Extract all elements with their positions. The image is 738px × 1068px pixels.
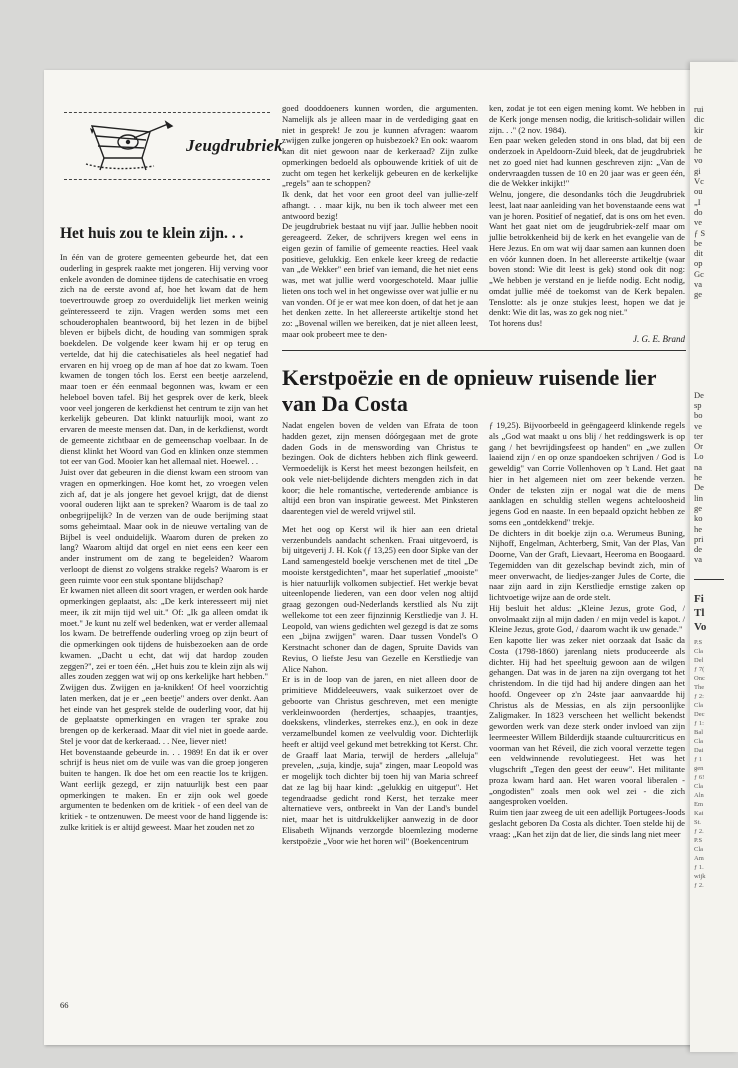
adjacent-page-fragments-bottom [690, 634, 738, 890]
author-signature: J. G. E. Brand [633, 334, 685, 344]
logo-title: Jeugdrubriek [186, 136, 283, 155]
adjacent-page-fragment: vo [694, 155, 703, 166]
adjacent-page-fragment: kir [694, 124, 704, 135]
adjacent-page-edge [690, 62, 738, 1052]
paragraph: Een kapotte lier was zeker niet oorzaak dat Isaäc da Costa (1798-1860) jarenlang niets produceerde als dichter. Hij had het speeltuig gewoon aan de wilgen gehangen. Dat was in de jaren na zijn overgang tot het christendom. In die tijd had hij andere dingen aan het hoofd. Ongeveer op z'n 24ste jaar aanvaardde hij Christus als de Messias, en als zijn persoonlijke Zaligmaker. In 1823 verscheen het wellicht bekendst geworden werk van deze sterk onder invloed van zijn leermeester Willem Bilderdijk staande cultuurcriticus en voorman van het Réveil, die zich vooral verzette tegen een veldwinnende revolutiegeest. Het was het vlugschrift „Tegen den geest der eeuw". Het militante proza kwam hard aan. Het waren vooral liberalen - „ongodisten" zoals men ook wel zei - die zich aangesproken voelden. [489, 635, 685, 807]
adjacent-page-fragment: Lo [694, 451, 704, 462]
adjacent-page-fragment: de [694, 134, 703, 145]
adjacent-page-fragment: ter [694, 430, 703, 441]
paragraph: Ruim tien jaar zweeg de uit een adellijk Portugees-Joods geslacht geboren Da Costa als dichter. Toen stelde hij de vraag: „Kan het zijn dat de lier, die sinds lang niet meer [489, 807, 685, 839]
adjacent-page-fragment: ge [694, 289, 703, 300]
adjacent-page-fragment: na [694, 461, 703, 472]
adjacent-page-fragment: ƒ 7( [694, 665, 705, 673]
adjacent-page-fragment: rui [694, 104, 704, 114]
adjacent-page-fragment: he [694, 523, 703, 534]
adjacent-page-fragment: Vc [694, 176, 704, 187]
adjacent-page-fragment: ƒ 2. [694, 827, 704, 835]
article1-column-3 [489, 103, 685, 333]
paragraph: Er is in de loop van de jaren, en niet alleen door de primitieve Middeleeuwers, vaak suikerzoet over de geboorte van Christus geschreven, met een menigte verkleinwoorden (herdertjes, schaapjes, traantjes, doekskens, vlinderkes, sterrekes enz.), en ook in deze verzamelbundel komen ze veelvuldig voor. Dichterlijk heeft er altijd veel gekund met betrekking tot Kerst. Chr. de Graaff laat Maria, terwijl de herders „alleluja" prevelen, „suja, kindje, suja" zingen, maar Leopold was er mogelijk toch dichter bij toen hij van Maria schreef dat ze lag bij haar kind: „gelukkig en uitgeput". Het tegendraadse gedicht rond Kerst, het terzake meer alternatieve vers, ontbreekt in Van der Land's bundel niet, maar het is uitdrukkelijker aanwezig in de door Elisabeth Wijnands verzorgde bloemlezing moderne kerstpoëzie „Voor wie het horen wil" (Boekencentrum [282, 674, 478, 846]
adjacent-page-fragment: wijk [694, 872, 706, 880]
paragraph: Nadat engelen boven de velden van Efrata de toon hadden gezet, zijn mensen dóórgegaan met de grote daden Gods in de menswording van Christus te bezingen. Ook de dichters hebben zich flink geweerd. Vermoedelijk is Kerst het meest bezongen heilsfeit, en ook vele niet-belijdende dichters mengden zich in dat koor; die hele romantische, vertederende ambiance is altijd een bron van inspiratie geweest. Met Pinksteren daarentegen viel de wereld vrijwel stil. [282, 420, 478, 516]
adjacent-page-fragment: Del [694, 656, 704, 664]
article1-column-2 [282, 103, 478, 339]
page-number: 66 [60, 1000, 69, 1010]
paragraph: Juist over dat gebeuren in die dienst kwam een stroom van vragen en opmerkingen. Hoe komt het, zo vroegen velen zich af, dat je als jongere het gevoel krijgt, dat de dienst vooral ouderen lijkt aan te spreken? Waarom is de taal zo onbegrijpelijk? In de verzen van de oude berijming staat soms geheimtaal. Maar ook in de nieuwe vertaling van de Bijbel is veel onduidelijk. Waarom duren de preken zo lang? Waarom altijd dat orgel en niet eens een keer een ander instrument om de zang te begeleiden? Waarom verloopt de dienst zo volgens strakke regels? Waarom is er geen ruimte voor een stuk spontane blijdschap? [60, 467, 268, 585]
adjacent-page-fragment: Cla [694, 737, 704, 745]
paragraph: De jeugdrubriek bestaat nu vijf jaar. Jullie hebben nooit gereageerd. Zeker, de schrijvers kregen wel eens in eigen gezin of familie of gemeente reacties. Heel vaak positieve, gelukkig. Een enkele keer kreeg de redactie van „de Wekker" een brief van iemand, die het niet eens was, met wat jullie werd voorgeschoteld. Maar jullie lieten ons toch wel in het ongewisse over wat jullie er nu van vonden. Of je er wat mee kon doen, of dat het je aan het denken zette. In het allereerste artikeltje stond het zo: „Bovenal willen we bereiken, dat je niet alleen leest, maar ook probeert mee te den- [282, 221, 478, 339]
adjacent-page-fragment: Dec [694, 710, 705, 718]
article2-column-1 [282, 420, 478, 1000]
paragraph: Hij besluit het aldus: „Kleine Jezus, grote God, / onvolmaakt zijn al mijn daden / en mijn vedel is kapot. / Kleine Jezus, grote God, / daarom wacht ik uw genade." [489, 602, 685, 635]
adjacent-page-fragments-top [690, 62, 738, 300]
adjacent-page-fragment: dit [694, 248, 703, 259]
adjacent-page-fragment: „I [694, 196, 701, 207]
adjacent-page-fragment: pri [694, 533, 704, 544]
adjacent-page-fragment: lin [694, 492, 703, 503]
paragraph: ƒ 19,25). Bijvoorbeeld in geëngageerd klinkende regels als „God wat maakt u ons blij / het reddingswerk is op gang / het bevrijdingsfeest op handen" en „we zullen laaiend zijn / en op onze spandoeken schrijven / God is geweldig" van Corrie Vollenhoven op 't Land. Het gaat hier in het algemeen niet om zeer bekende verzen. Onder de teksten zijn er nogal wat die de mens aanklagen en schuldig stellen wegens achteloosheid jegens God en naaste. In een bepaald opzicht hebben ze soms een „ontdekkend" trekje. [489, 420, 685, 527]
adjacent-page-fragment: Or [694, 441, 703, 452]
adjacent-page-heading [690, 586, 738, 634]
adjacent-page-fragment: gen [694, 764, 704, 772]
adjacent-page-fragment: sp [694, 399, 702, 410]
adjacent-page-fragment: Vo [694, 620, 707, 633]
adjacent-page-fragment: Fi [694, 592, 704, 605]
paragraph: In één van de grotere gemeenten gebeurde het, dat een ouderling in gesprek raakte met jongeren. Hij verving voor enkele avonden de dominee tijdens de catechisatie en vroeg zich na de eerste avond af, hoe het kwam dat de hem toevertrouwde groep zo overduidelijk liet merken weinig geïnteresseerd te zijn. Vragen werden soms met een schouderophalen beantwoord, bij het lezen in de bijbel bleven er bijbels dicht, de houding van sommigen sprak boekdelen. De volgende keer kwam hij er op terug en vertelde, dat hij die catechisatieles als heel negatief had ervaren en hij vroeg op de man af hoe dat zo kwam. Toen kwamen de tongen tóch los. Eerst een beetje aarzelend, maar toen er één eenmaal begonnen was, kwam er een heleboel boven tafel. Bij het gesprek over de kerk, bleek voor veel jongeren de kerkdienst het centrum te zijn van het kerkelijk gebeuren. Dat klinkt natuurlijk mooi, want zo ervaren de meeste mensen dat. Dan, in de kerkdienst, wordt de gemeente zichtbaar en de gemeenschap voelbaar. In de dienst klinkt het Woord van God en klinken onze stemmen tot eer van God. Mooier kan het allemaal niet. Hoewel. . . [60, 252, 268, 467]
adjacent-page-fragment: De [694, 389, 704, 400]
adjacent-page-fragment: de [694, 544, 703, 555]
paragraph: Ik denk, dat het voor een groot deel van jullie-zelf afhangt. . . maar kijk, nu ben ik toch alweer met een antwoord bezig! [282, 189, 478, 221]
adjacent-page-fragment: ƒ 1 [694, 755, 703, 763]
adjacent-page-fragment: dic [694, 114, 705, 125]
adjacent-page-fragment: Em [694, 800, 704, 808]
chair-and-guitar-icon [84, 118, 174, 174]
paragraph: Welnu, jongere, die desondanks tóch die Jeugdrubriek leest, laat naar aanleiding van het bovenstaande eens wat van je horen. Positief of negatief, dat is ons om het even. Want het gaat niet om de jeugdrubriek-zelf maar om jullie betrokkenheid bij de kerk en het evangelie van de Here Jezus. En om wat wij daar samen aan kunnen doen en vóór kunnen doen. In het allereerste artikeltje (waar boven stond: Wie dit leest is gek) stond ook dit nog: „We hebben je verstand en je liefde nodig. Echt nodig, omdat jullie méé de toekomst van de Kerk bepalen. Tenslotte: als je onze stukjes leest, hopen we dat je denkt: Wie dit las, was zo gek nog niet." [489, 189, 685, 318]
adjacent-page-fragment: ƒ 2: [694, 692, 704, 700]
paragraph: Met het oog op Kerst wil ik hier aan een drietal verzenbundels aandacht schenken. Fraai uitgevoerd, is bij uitgeverij J. H. Kok (ƒ 13,25) een door Sipke van der Land samengesteld boekje verschenen met de titel „De mooiste kerstgedichten", maar het superlatief „mooiste" is hier natuurlijk volkomen subjectief. Het werkje bevat uiteenlopende liederen, van een door velen nog altijd graag gezongen oud-Nederlands kerstlied als Nu zijt wellekome tot een zeer fijnzinnig Kerstliedje van J. H. Leopold, van wiens gedichten wel gezegd is dat ze soms een „bijna zwijgen" waren. Daar tussen Vondel's O Kerstnacht schoner dan de dagen, Spruite Davids van Revius, O liefste Jesu van Gezelle en Kerstliedje van Alice Nahon. [282, 523, 478, 674]
adjacent-page-fragment: ko [694, 513, 703, 524]
adjacent-page-fragment: Cla [694, 845, 704, 853]
adjacent-page-fragment: Onc [694, 674, 705, 682]
adjacent-page-fragment: ve [694, 420, 703, 431]
adjacent-page-fragment: do [694, 206, 703, 217]
jeugdrubriek-logo [64, 112, 283, 180]
adjacent-page-fragment: ƒ S [694, 227, 706, 238]
adjacent-page-fragment: P.S [694, 638, 703, 646]
adjacent-page-rule [694, 579, 724, 580]
adjacent-page-fragment: ƒ 6! [694, 773, 705, 781]
paragraph: ken, zodat je tot een eigen mening komt. We hebben in de Kerk jonge mensen nodig, die kritisch-solidair willen zijn. . ." (2 nov. 1984). [489, 103, 685, 135]
adjacent-page-fragment: Cla [694, 782, 704, 790]
adjacent-page-fragment: Bal [694, 728, 704, 736]
adjacent-page-fragment: va [694, 279, 703, 290]
adjacent-page-fragment: Cla [694, 701, 704, 709]
adjacent-page-fragment: St. [694, 818, 702, 826]
adjacent-page-fragment: he [694, 145, 703, 156]
paragraph: Het bovenstaande gebeurde in. . . 1989! En dat ik er over schrijf is heus niet om de vuile was van die groep jongeren buiten te hangen. Ik doe het om een reactie los te krijgen. Want eerlijk gezegd, er zijn natuurlijk best een paar opmerkingen te maken. En er zijn ook wel goede argumenten te bedenken om de kritiek - of een deel van de kritiek - te ontzenuwen. De meest voor de hand liggende is: zulke kritiek is er altijd geweest. Maar het zouden net zo [60, 746, 268, 832]
adjacent-page-fragment: ge [694, 502, 703, 513]
adjacent-page-fragment: Cla [694, 647, 704, 655]
adjacent-page-fragment: ƒ 2. [694, 881, 704, 889]
adjacent-page-fragment: ƒ 1: [694, 719, 704, 727]
adjacent-page-fragment: De [694, 482, 704, 493]
paragraph: Tot horens dus! [489, 318, 543, 328]
adjacent-page-fragment: P.S [694, 836, 703, 844]
adjacent-page-fragment: va [694, 554, 703, 565]
adjacent-page-fragments-middle [690, 300, 738, 565]
logo-bottom-border [64, 179, 270, 180]
article1-title: Het huis zou te klein zijn. . . [60, 225, 244, 242]
adjacent-page-fragment: ou [694, 186, 703, 197]
adjacent-page-fragment: ve [694, 217, 703, 228]
adjacent-page-fragment: Tl [694, 606, 705, 619]
paragraph: goed dooddoeners kunnen worden, die argumenten. Namelijk als je alleen maar in de verdediging gaat en niet in gesprek! Je zou je kunnen afvragen: waarom zwijgen zulke jongeren op huisbezoek? En ook: waarom kan dit niet gewoon naar de kerkeraad? Zijn zulke opmerkingen bedoeld als opbouwende kritiek of uit de zucht om tegen het kerkelijk gebeuren en de kerkelijke „regels" aan te schoppen? [282, 103, 478, 189]
adjacent-page-fragment: op [694, 258, 703, 269]
adjacent-page-fragment: Dai [694, 746, 704, 754]
paragraph: De dichters in dit boekje zijn o.a. Werumeus Buning, Nijhoff, Engelman, Achterberg, Smit, Van der Plas, Van Doorne, Van der Graft, Lievaart, Heeroma en Boogaard. Tegemidden van dit gezelschap bevindt zich, min of meer onverwacht, de liedjes-zanger Jules de Corte, die naar zijn aard in zijn Kerstliedje ernstige zaken op lichtvoetige wijze aan de orde stelt. [489, 527, 685, 602]
adjacent-page-fragment: Kai [694, 809, 704, 817]
logo-top-border [64, 112, 270, 113]
adjacent-page-fragment: bo [694, 410, 703, 421]
section-divider [282, 350, 686, 351]
adjacent-page-fragment: he [694, 472, 703, 483]
paragraph: Een paar weken geleden stond in ons blad, dat bij een onderzoek in Apeldoorn-Zuid bleek, dat de jeugdrubriek net zo goed niet had kunnen geschreven zijn: „Van de ondervraagden tussen de 10 en 20 jaar was er geen één, die de Wekker inkijkt!" [489, 135, 685, 189]
adjacent-page-fragment: Am [694, 854, 704, 862]
adjacent-page-fragment: Aln [694, 791, 704, 799]
adjacent-page-fragment: Gc [694, 268, 704, 279]
adjacent-page-fragment: ƒ 1. [694, 863, 704, 871]
article2-title: Kerstpoëzie en de opnieuw ruisende lier van Da Costa [282, 365, 657, 416]
paragraph: Er kwamen niet alleen dit soort vragen, er werden ook harde opmerkingen geplaatst, als: „De kerk interesseert mij niet meer, ik zit mijn tijd wel uit." Of: „Ik ga alleen omdat ik moet." Je kunt nu zelf wel bedenken, wat er verder allemaal los kwam. De betreffende ouderling vroeg op zijn beurt of die opmerkingen ook tijdens de huisbezoeken aan de orde kwamen. „Dacht u echt, dat wij dat hardop zouden zeggen?", zei er toen één. „Het huis zou te klein zijn als wij alles zouden zeggen wat wij op ons kerkelijke hart hebben." Zwijgen dus. Zwijgen en ja-knikken! Of heel voorzichtig laten merken, dat je er „een beetje" anders over denkt. Aan het einde van het gesprek stelde de ouderling voor, dat hij de geplaatste opmerkingen en vragen ter sprake zou brengen op de kerkeraad. Maar dit viel niet in goede aarde. Stel je voor dat de kerkeraad. . . Nee, liever niet! [60, 585, 268, 746]
adjacent-page-fragment: The [694, 683, 705, 691]
article1-column-1 [60, 252, 268, 992]
adjacent-page-fragment: gi [694, 165, 701, 176]
article2-column-2 [489, 420, 685, 1000]
adjacent-page-fragment: be [694, 237, 703, 248]
